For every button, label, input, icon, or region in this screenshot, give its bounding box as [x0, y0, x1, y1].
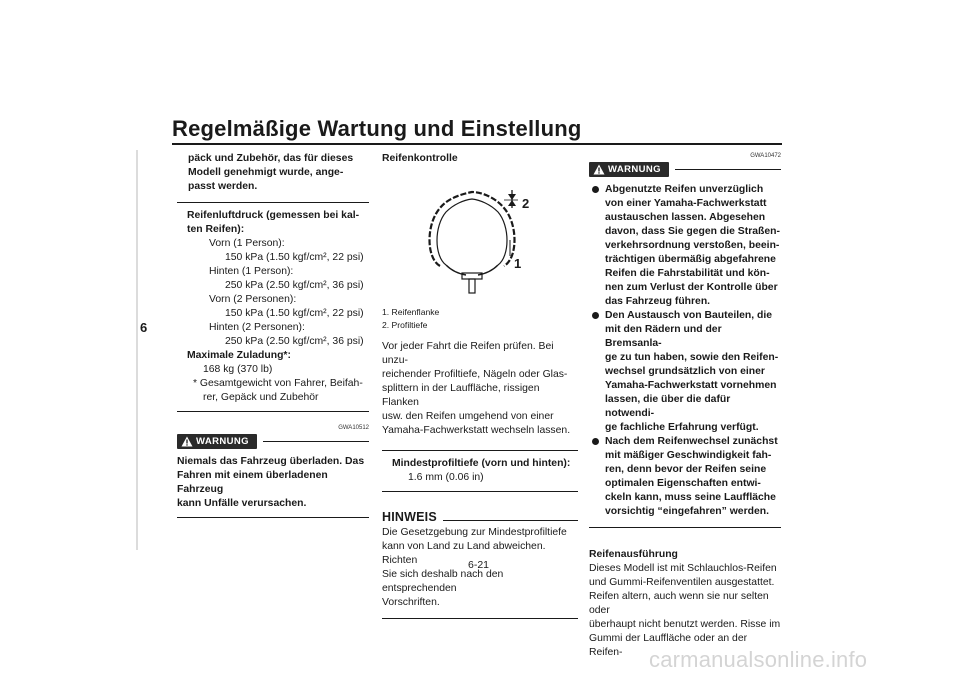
figure-label-2: 2	[522, 196, 530, 211]
column-3	[589, 152, 781, 660]
text-line: ge fachliche Erfahrung verfügt.	[605, 422, 759, 433]
text-line: Reifen altern, auch wenn sie nur selten oder	[589, 591, 769, 616]
bullet-dot-icon	[592, 438, 599, 445]
footnote: rer, Gepäck und Zubehör	[203, 392, 319, 403]
warning-text	[177, 455, 369, 518]
text-line: das Fahrzeug führen.	[605, 296, 711, 307]
section-subheading: Reifenausführung	[589, 549, 678, 560]
caption: 1. Reifenflanke	[382, 307, 440, 317]
spec-value: 250 kPa (2.50 kgf/cm², 36 psi)	[225, 336, 364, 347]
caption: 2. Profiltiefe	[382, 320, 428, 330]
spec-value: 250 kPa (2.50 kgf/cm², 36 psi)	[225, 280, 364, 291]
text-line: überhaupt nicht benutzt werden. Risse im	[589, 619, 781, 630]
column-2	[382, 152, 578, 619]
text-line: ren, denn bevor der Reifen seine	[605, 464, 767, 475]
text-line: Fahren mit einem überladenen Fahrzeug	[177, 470, 328, 495]
tire-pressure-spec-box	[177, 202, 369, 412]
bullet-dot-icon	[592, 186, 599, 193]
warning-bullets	[589, 183, 781, 528]
text-line: ckeln kann, muss seine Lauffläche	[605, 492, 776, 503]
warning-rule	[263, 441, 369, 443]
max-load-value: 168 kg (370 lb)	[203, 364, 273, 375]
warning-code: GWA10472	[750, 153, 781, 159]
intro-text	[177, 152, 369, 194]
text-line: davon, dass Sie gegen die Straßen-	[605, 226, 780, 237]
text-line: Abgenutzte Reifen unverzüglich	[605, 184, 764, 195]
text-line: trächtigen übermäßig abgefahrene	[605, 254, 776, 265]
warning-triangle-icon	[593, 164, 605, 175]
chapter-number: 6	[140, 320, 148, 335]
text-line: Nach dem Reifenwechsel zunächst	[605, 436, 778, 447]
text-line: Yamaha-Fachwerkstatt wechseln lassen.	[382, 425, 571, 436]
text-line: Reifen die Fahrstabilität und kön-	[605, 268, 770, 279]
text-line: Yamaha-Fachwerkstatt vornehmen	[605, 380, 777, 391]
text-line: Gummi der Lauffläche oder an der Reifen-	[589, 633, 748, 658]
text-line: ge zu tun haben, sowie den Reifen-	[605, 352, 779, 363]
text-line: Sie sich deshalb nach den entsprechenden	[382, 569, 504, 594]
text-line: Niemals das Fahrzeug überladen. Das	[177, 456, 365, 467]
tire-cross-section-illustration	[382, 168, 578, 304]
spec-heading: Reifenluftdruck (gemessen bei kal-	[187, 210, 360, 221]
page-number: 6-21	[468, 559, 490, 571]
warning-triangle-icon	[181, 436, 193, 447]
warning-header	[177, 434, 369, 449]
text-line: splittern in der Lauffläche, rissigen Flanken	[382, 383, 540, 408]
spec-label: Vorn (1 Person):	[209, 238, 285, 249]
text-line: reichender Profiltiefe, Nägeln oder Glas-	[382, 369, 568, 380]
text-line: kann von Land zu Land abweichen. Richten	[382, 541, 546, 566]
page-title: Regelmäßige Wartung und Einstellung	[172, 116, 582, 141]
note-rule	[443, 520, 578, 521]
tire-check-paragraph	[382, 340, 578, 438]
warning-badge	[177, 434, 257, 449]
warning-bullet	[589, 309, 781, 435]
text-line: von einer Yamaha-Fachwerkstatt	[605, 198, 767, 209]
max-load-label: Maximale Zuladung*:	[187, 350, 291, 361]
text-line: Modell genehmigt wurde, ange-	[188, 167, 344, 178]
tread-depth-spec-box	[382, 450, 578, 492]
bullet-dot-icon	[592, 312, 599, 319]
spec-heading: ten Reifen):	[187, 224, 245, 235]
chapter-bar	[136, 150, 138, 550]
spec-label: Vorn (2 Personen):	[209, 294, 297, 305]
warning-bullet	[589, 183, 781, 309]
spec-label: Hinten (1 Person):	[209, 266, 294, 277]
text-line: usw. den Reifen umgehend von einer	[382, 411, 554, 422]
warning-header	[589, 162, 781, 177]
warning-bullet	[589, 435, 781, 519]
figure-label-1: 1	[514, 256, 522, 271]
text-line: austauschen lassen. Abgesehen	[605, 212, 766, 223]
note-text	[382, 526, 578, 619]
text-line: passt werden.	[188, 181, 258, 192]
note-header	[382, 510, 578, 524]
text-line: kann Unfälle verursachen.	[177, 498, 307, 509]
header-rule	[172, 143, 782, 145]
warning-code: GWA10512	[338, 425, 369, 431]
warning-label: WARNUNG	[196, 435, 249, 447]
figure-captions	[382, 306, 578, 332]
text-line: Dieses Modell ist mit Schlauchlos-Reifen	[589, 563, 777, 574]
spec-value: 150 kPa (1.50 kgf/cm², 22 psi)	[225, 252, 364, 263]
spec-value: 150 kPa (1.50 kgf/cm², 22 psi)	[225, 308, 364, 319]
text-line: Die Gesetzgebung zur Mindestprofiltiefe	[382, 527, 567, 538]
warning-label: WARNUNG	[608, 163, 661, 175]
text-line: verkehrsordnung verstoßen, beein-	[605, 240, 780, 251]
text-line: Vorschriften.	[382, 597, 440, 608]
text-line: mit mäßiger Geschwindigkeit fah-	[605, 450, 772, 461]
text-line: lassen, die über die dafür notwendi-	[605, 394, 731, 419]
text-line: mit den Rädern und der Bremsanla-	[605, 324, 722, 349]
text-line: Vor jeder Fahrt die Reifen prüfen. Bei unzu-	[382, 341, 554, 366]
spec-value: 1.6 mm (0.06 in)	[408, 472, 484, 483]
spec-label: Hinten (2 Personen):	[209, 322, 305, 333]
watermark: carmanualsonline.info	[649, 647, 868, 672]
column-1	[177, 152, 369, 518]
warning-rule	[675, 169, 781, 171]
tire-diagram	[382, 168, 578, 304]
note-title: HINWEIS	[382, 510, 437, 524]
footnote: * Gesamtgewicht von Fahrer, Beifah-	[193, 378, 363, 389]
text-line: vorsichtig “eingefahren” werden.	[605, 506, 769, 517]
text-line: und Gummi-Reifenventilen ausgestattet.	[589, 577, 775, 588]
warning-badge	[589, 162, 669, 177]
text-line: wechsel grundsätzlich von einer	[605, 366, 765, 377]
spec-label: Mindestprofiltiefe (vorn und hinten):	[392, 458, 571, 469]
text-line: nen zum Verlust der Kontrolle über	[605, 282, 778, 293]
section-title: Reifenkontrolle	[382, 153, 458, 164]
tire-type-paragraph	[589, 562, 781, 660]
text-line: Den Austausch von Bauteilen, die	[605, 310, 773, 321]
text-line: optimalen Eigenschaften entwi-	[605, 478, 761, 489]
text-line: päck und Zubehör, das für dieses	[188, 153, 354, 164]
